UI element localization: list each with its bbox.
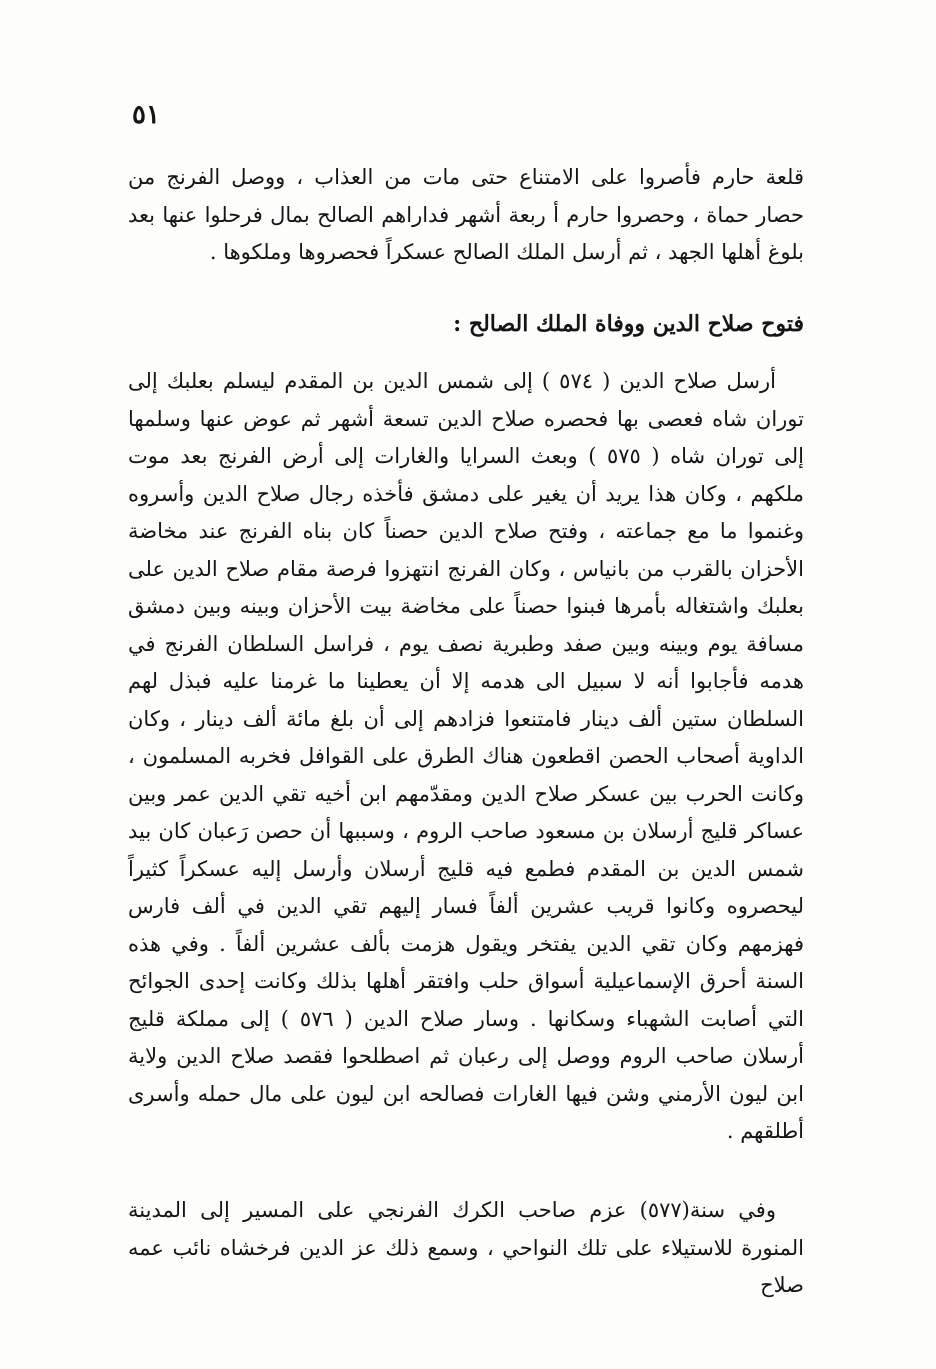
page-number: ٥١ — [132, 100, 160, 130]
section-heading: فتوح صلاح الدين ووفاة الملك الصالح : — [453, 311, 804, 337]
paragraph-saladin-conquests: أرسل صلاح الدين ( ٥٧٤ ) إلى شمس الدين بن المقدم ليسلم بعلبك إلى توران شاه فعصى بها فحصره صلاح الدين تسعة أشهر ثم عوض عنها وسلمها إلى توران شاه ( ٥٧٥ ) وبعث السرايا والغارات إلى أرض الفرنج بعد موت ملكهم ، وكان هذا يريد أن يغير على دمشق فأخذه رجال صلاح الدين وأسروه وغنموا ما مع جماعته ، وفتح صلاح الدين حصناً كان بناه الفرنج عند مخاضة الأحزان بالقرب من بانياس ، وكان الفرنج انتهزوا فرصة مقام صلاح الدين على بعلبك واشتغاله بأمرها فبنوا حصناً على مخاضة بيت الأحزان وبينه وبين دمشق مسافة يوم وبينه وبين صفد وطبرية نصف يوم ، فراسل السلطان الفرنج في هدمه فأجابوا أنه لا سبيل الى هدمه إلا أن يعطينا ما غرمنا عليه فبذل لهم السلطان ستين ألف دينار فامتنعوا فزادهم إلى أن بلغ مائة ألف دينار ، وكان الداوية أصحاب الحصن اقطعون هناك الطرق على القوافل فخربه المسلمون ، وكانت الحرب بين عسكر صلاح الدين ومقدّمهم ابن أخيه تقي الدين عمر وبين عساكر قليج أرسلان بن مسعود صاحب الروم ، وسببها أن حصن رَعبان كان بيد شمس الدين بن المقدم فطمع فيه قليج أرسلان وأرسل إليه عسكراً كثيراً ليحصروه وكانوا قريب عشرين ألفاً فسار إليهم تقي الدين في ألف فارس فهزمهم وكان تقي الدين يفتخر ويقول هزمت بألف عشرين ألفاً . وفي هذه السنة أحرق الإسماعيلية أسواق حلب وافتقر أهلها بذلك وكانت إحدى الجوائح التي أصابت الشهباء وسكانها . وسار صلاح الدين ( ٥٧٦ ) إلى مملكة قليج أرسلان صاحب الروم ووصل إلى رعبان ثم اصطلحوا فقصد صلاح الدين ولاية ابن ليون الأرمني وشن فيها الغارات فصالحه ابن ليون على مال حمله وأسرى أطلقهم . — [128, 369, 805, 1143]
paragraph-karak-campaign: وفي سنة(٥٧٧) عزم صاحب الكرك الفرنجي على المسير إلى المدينة المنورة للاستيلاء على تلك النواحي ، وسمع ذلك عز الدين فرخشاه نائب عمه صلاح — [128, 1198, 804, 1297]
paragraph-harim-siege: قلعة حارم فأصروا على الامتناع حتى مات من العذاب ، ووصل الفرنج من حصار حماة ، وحصروا حارم أ ربعة أشهر فداراهم الصالح بمال فرحلوا عنها بعد بلوغ أهلها الجهد ، ثم أرسل الملك الصالح عسكراً فحصروها وملكوها . — [128, 165, 804, 264]
